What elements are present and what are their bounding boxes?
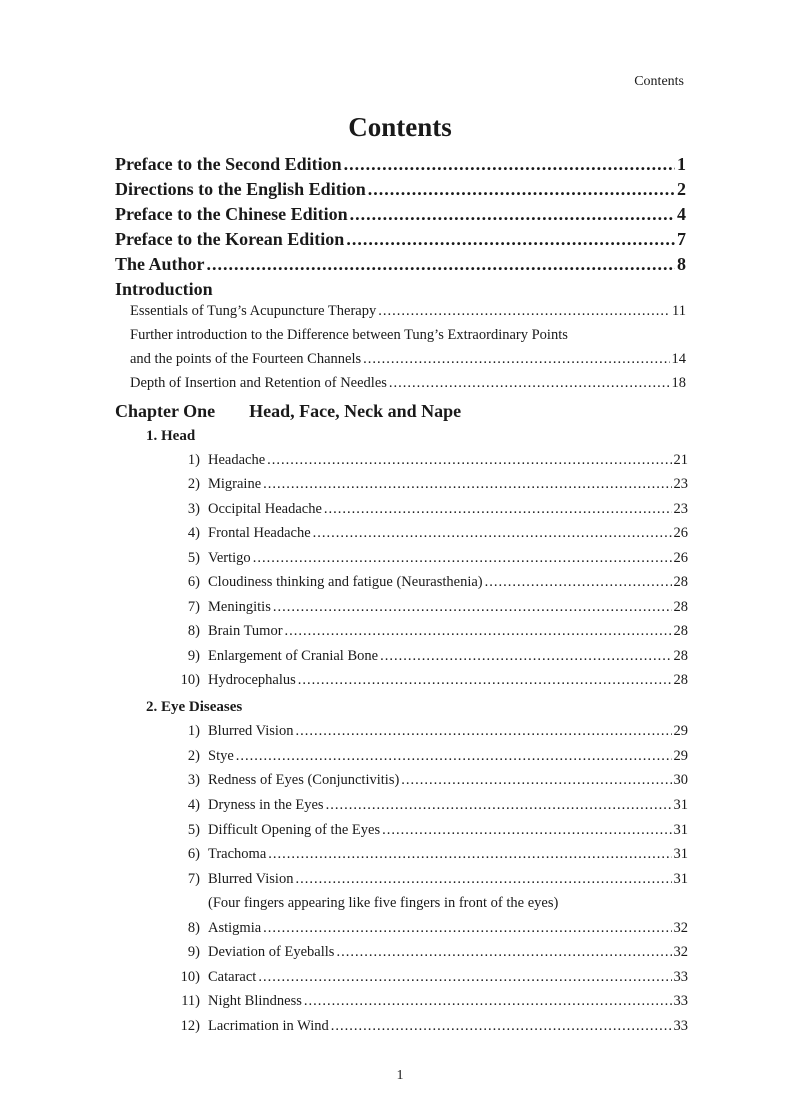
dot-leader [344, 154, 675, 175]
dot-leader [304, 993, 672, 1010]
toc-label: Night Blindness [208, 993, 302, 1009]
toc-entry-the-author[interactable] [115, 254, 686, 275]
toc-page: 29 [673, 748, 688, 764]
item-number: 4) [187, 525, 200, 541]
toc-item[interactable] [172, 623, 688, 640]
dot-leader [313, 525, 672, 542]
dot-leader [401, 772, 671, 789]
dot-leader [263, 920, 671, 937]
toc-entry-preface-chinese[interactable] [115, 204, 686, 225]
item-number: 7) [187, 871, 200, 887]
toc-page: 33 [673, 993, 688, 1009]
dot-leader [324, 501, 672, 518]
toc-item[interactable] [172, 822, 688, 839]
toc-label: Directions to the English Edition [115, 179, 366, 199]
toc-page: 26 [673, 525, 688, 541]
toc-item[interactable] [172, 748, 688, 765]
toc-page: 28 [673, 574, 688, 590]
toc-page: 29 [673, 723, 688, 739]
toc-entry-preface-korean[interactable] [115, 229, 686, 250]
section-heading-head: 1. Head [146, 428, 196, 444]
toc-label: Preface to the Korean Edition [115, 229, 345, 249]
dot-leader [378, 303, 670, 320]
dot-leader [285, 623, 672, 640]
chapter-label: Chapter One [115, 401, 216, 421]
running-head: Contents [634, 74, 684, 89]
toc-label: Stye [208, 748, 234, 764]
toc-entry-further-line1[interactable]: Further introduction to the Difference between Tung’s Extraordinary Points [130, 327, 568, 343]
dot-leader [382, 822, 671, 839]
dot-leader [389, 375, 670, 392]
toc-item[interactable] [172, 648, 688, 665]
toc-entry-further-line2[interactable] [130, 351, 686, 368]
dot-leader [207, 254, 675, 275]
toc-item[interactable] [172, 723, 688, 740]
toc-label: Vertigo [208, 550, 251, 566]
page-title: Contents [348, 112, 452, 142]
toc-label: Blurred Vision [208, 871, 294, 887]
toc-page: 28 [673, 623, 688, 639]
item-number: 7) [187, 599, 200, 615]
toc-page: 7 [677, 229, 686, 249]
toc-page: 14 [671, 351, 686, 367]
toc-item-note: (Four fingers appearing like five fingers in front of the eyes) [208, 895, 559, 911]
item-number: 1) [187, 452, 200, 468]
dot-leader [258, 969, 671, 986]
toc-label: Cataract [208, 969, 257, 985]
item-number: 2) [187, 476, 200, 492]
dot-leader [295, 723, 671, 740]
item-number: 3) [187, 501, 200, 517]
dot-leader [363, 351, 669, 368]
toc-item[interactable] [172, 550, 688, 567]
toc-entry-depth-insertion[interactable] [130, 375, 686, 392]
toc-item[interactable] [172, 599, 688, 616]
dot-leader [268, 846, 671, 863]
toc-item[interactable] [172, 969, 688, 986]
toc-page: 26 [673, 550, 688, 566]
toc-page: 33 [673, 1018, 688, 1034]
item-number: 9) [187, 944, 200, 960]
toc-label: Blurred Vision [208, 723, 294, 739]
page-number: 1 [396, 1068, 404, 1083]
toc-label: Meningitis [208, 599, 271, 615]
toc-page: 21 [673, 452, 688, 468]
toc-item[interactable] [172, 920, 688, 937]
dot-leader [295, 871, 671, 888]
toc-item[interactable] [172, 452, 688, 469]
toc-label: Frontal Headache [208, 525, 311, 541]
toc-item[interactable] [172, 476, 688, 493]
toc-entry-directions-english[interactable] [115, 179, 686, 200]
toc-label: Migraine [208, 476, 262, 492]
toc-item[interactable] [172, 944, 688, 961]
item-number: 11) [181, 993, 200, 1009]
dot-leader [485, 574, 672, 591]
toc-item[interactable] [172, 672, 688, 689]
toc-entry-preface-second[interactable] [115, 154, 686, 175]
item-number: 9) [187, 648, 200, 664]
toc-item[interactable] [172, 993, 688, 1010]
toc-label: Depth of Insertion and Retention of Needles [130, 375, 387, 391]
toc-label: Dryness in the Eyes [208, 797, 324, 813]
dot-leader [236, 748, 672, 765]
toc-item[interactable] [172, 574, 688, 591]
chapter-title: Head, Face, Neck and Nape [249, 401, 462, 421]
toc-label: Difficult Opening of the Eyes [208, 822, 381, 838]
toc-label: Redness of Eyes (Conjunctivitis) [208, 772, 400, 788]
item-number: 5) [187, 550, 200, 566]
item-number: 1) [187, 723, 200, 739]
toc-page: 32 [673, 920, 688, 936]
toc-label: Preface to the Chinese Edition [115, 204, 348, 224]
toc-page: 2 [677, 179, 686, 199]
item-number: 5) [187, 822, 200, 838]
toc-label: Headache [208, 452, 266, 468]
item-number: 8) [187, 920, 200, 936]
dot-leader [331, 1018, 672, 1035]
toc-label: Occipital Headache [208, 501, 322, 517]
toc-label: and the points of the Fourteen Channels [130, 351, 362, 367]
toc-item[interactable] [172, 1018, 688, 1035]
section-heading-eye-diseases: 2. Eye Diseases [146, 699, 243, 715]
toc-label: Cloudiness thinking and fatigue (Neurasthenia) [208, 574, 483, 590]
dot-leader [346, 229, 675, 250]
dot-leader [263, 476, 671, 493]
introduction-heading: Introduction [115, 279, 213, 299]
dot-leader [368, 179, 675, 200]
item-number: 8) [187, 623, 200, 639]
dot-leader [298, 672, 672, 689]
item-number: 10) [180, 969, 200, 985]
toc-page: 23 [673, 501, 688, 517]
dot-leader [267, 452, 671, 469]
toc-page: 30 [673, 772, 688, 788]
toc-page: 4 [677, 204, 686, 224]
toc-page: 31 [673, 871, 688, 887]
toc-page: 28 [673, 648, 688, 664]
toc-item[interactable] [172, 871, 688, 888]
toc-label: The Author [115, 254, 205, 274]
chapter-heading[interactable] [115, 401, 461, 422]
toc-page: 28 [673, 672, 688, 688]
toc-item[interactable] [172, 501, 688, 518]
toc-page: 33 [673, 969, 688, 985]
item-number: 2) [187, 748, 200, 764]
dot-leader [326, 797, 672, 814]
toc-label: Brain Tumor [208, 623, 283, 639]
toc-entry-essentials[interactable] [130, 303, 686, 320]
toc-item[interactable] [172, 772, 688, 789]
toc-label: Hydrocephalus [208, 672, 296, 688]
toc-item[interactable] [172, 525, 688, 542]
item-number: 10) [180, 672, 200, 688]
dot-leader [350, 204, 675, 225]
toc-label: Deviation of Eyeballs [208, 944, 335, 960]
toc-page: 11 [672, 303, 686, 319]
dot-leader [336, 944, 671, 961]
toc-label: Trachoma [208, 846, 267, 862]
toc-page: 28 [673, 599, 688, 615]
toc-page: 1 [677, 154, 686, 174]
dot-leader [380, 648, 671, 665]
toc-page: 23 [673, 476, 688, 492]
toc-page: 18 [671, 375, 686, 391]
toc-page: 32 [673, 944, 688, 960]
item-number: 3) [187, 772, 200, 788]
toc-page: 31 [673, 846, 688, 862]
toc-label: Astigmia [208, 920, 262, 936]
toc-label: Essentials of Tung’s Acupuncture Therapy [130, 303, 377, 319]
item-number: 4) [187, 797, 200, 813]
toc-label: Preface to the Second Edition [115, 154, 342, 174]
item-number: 12) [180, 1018, 200, 1034]
toc-item[interactable] [172, 846, 688, 863]
toc-item[interactable] [172, 797, 688, 814]
item-number: 6) [187, 846, 200, 862]
item-number: 6) [187, 574, 200, 590]
toc-page: 31 [673, 822, 688, 838]
toc-page: 31 [673, 797, 688, 813]
toc-label: Enlargement of Cranial Bone [208, 648, 379, 664]
dot-leader [253, 550, 672, 567]
toc-page: 8 [677, 254, 686, 274]
dot-leader [273, 599, 672, 616]
toc-label: Lacrimation in Wind [208, 1018, 329, 1034]
